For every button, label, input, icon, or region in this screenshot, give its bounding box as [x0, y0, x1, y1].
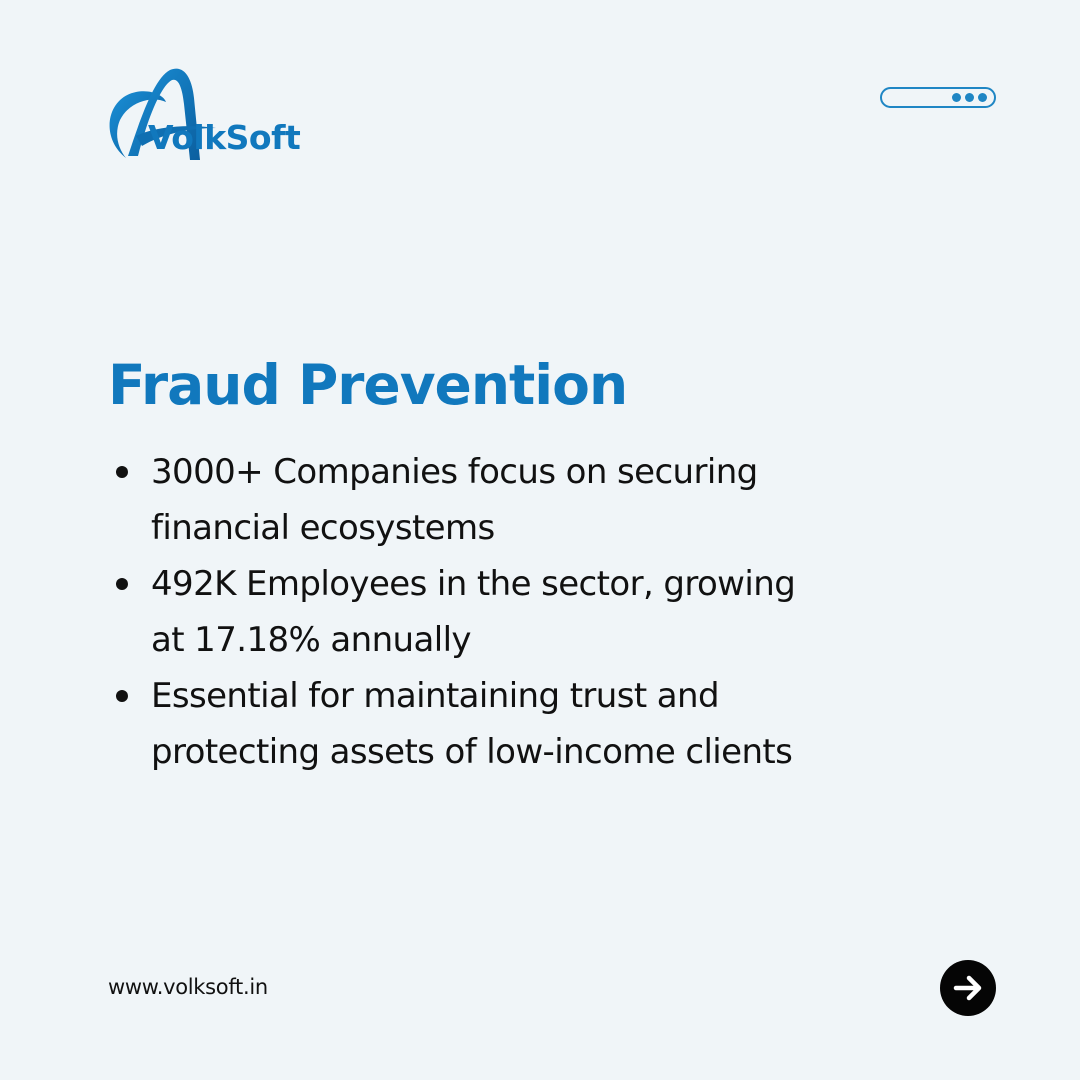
bullet-text-line: financial ecosystems	[151, 508, 495, 548]
website-link[interactable]: www.volksoft.in	[108, 975, 268, 999]
bullet-item	[114, 668, 994, 780]
bullet-list	[114, 444, 994, 780]
pagination-dots	[952, 93, 987, 102]
bullet-item	[114, 556, 994, 668]
pagination-dot	[978, 93, 987, 102]
page-title: Fraud Prevention	[108, 353, 628, 417]
brand-name: VolkSoft	[148, 118, 301, 157]
bullet-text-line: protecting assets of low-income clients	[151, 732, 793, 772]
bullet-marker	[116, 578, 128, 590]
pagination-dot	[965, 93, 974, 102]
pagination-indicator	[880, 87, 996, 108]
arrow-right-icon	[952, 972, 984, 1004]
bullet-text-line: 492K Employees in the sector, growing	[151, 564, 796, 604]
bullet-item	[114, 444, 994, 556]
brand-logo	[106, 64, 326, 164]
bullet-text-line: at 17.18% annually	[151, 620, 471, 660]
bullet-text-line: 3000+ Companies focus on securing	[151, 452, 758, 492]
next-slide-button[interactable]	[940, 960, 996, 1016]
bullet-marker	[116, 466, 128, 478]
bullet-marker	[116, 690, 128, 702]
bullet-text-line: Essential for maintaining trust and	[151, 676, 719, 716]
pagination-dot	[952, 93, 961, 102]
